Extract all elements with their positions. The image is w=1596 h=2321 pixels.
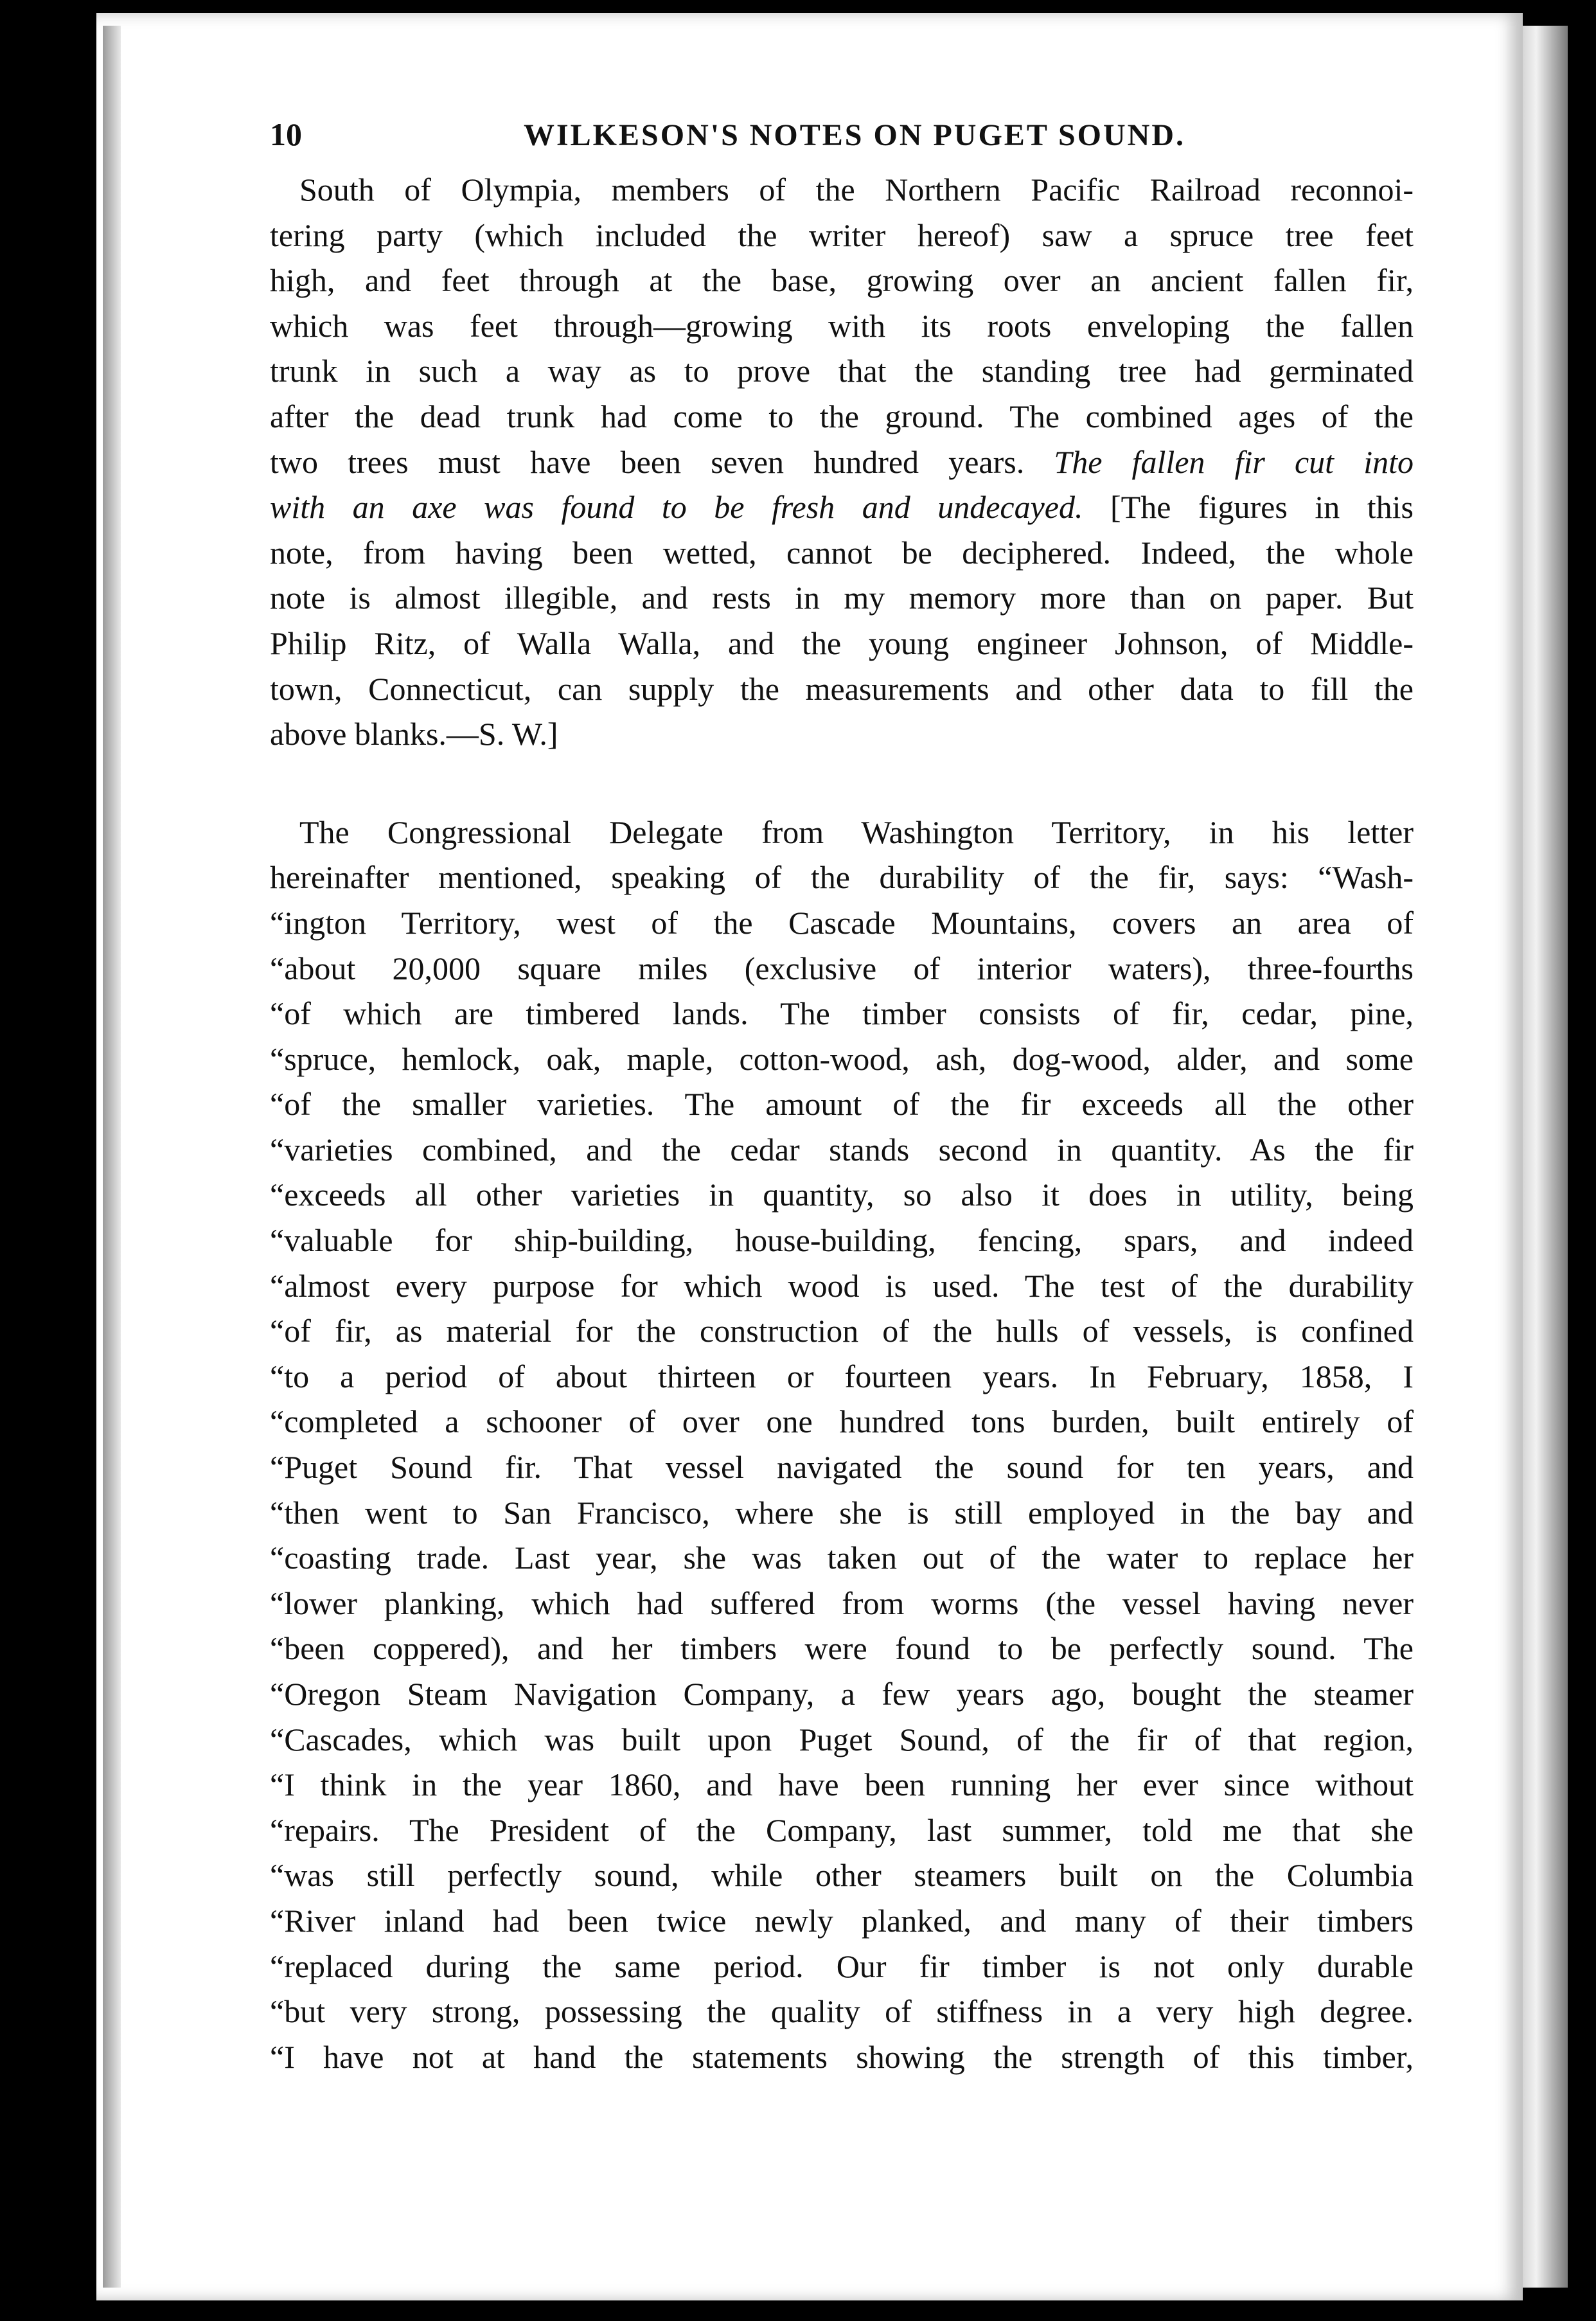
text-line: “repairs. The President of the Company, last summer, told me that she xyxy=(270,1811,1414,1848)
text-line: “exceeds all other varieties in quantity, so also it does in utility, being xyxy=(270,1177,1414,1213)
page-text xyxy=(270,116,1414,2079)
text-line: hereinafter mentioned, speaking of the durability of the fir, says: “Wash- xyxy=(270,859,1414,896)
text-line: town, Connecticut, can supply the measurements and other data to fill the xyxy=(270,670,1414,707)
paragraph-gap xyxy=(270,757,1414,810)
italic-text: with an axe was found to be fresh and undecayed. xyxy=(270,489,1083,526)
text-line: “Cascades, which was built upon Puget Sound, of the fir of that region, xyxy=(270,1721,1414,1757)
text-line: “to a period of about thirteen or fourteen years. In February, 1858, I xyxy=(270,1358,1414,1394)
text-line xyxy=(270,485,1414,530)
text-line: “River inland had been twice newly planked, and many of their timbers xyxy=(270,1902,1414,1939)
paragraph-olympia-spruce xyxy=(270,167,1414,757)
text-line: “I think in the year 1860, and have been running her ever since without xyxy=(270,1766,1414,1803)
italic-text: The fallen fir cut into xyxy=(1054,443,1414,480)
text-line: “Oregon Steam Navigation Company, a few years ago, bought the steamer xyxy=(270,1676,1414,1712)
text-line: note, from having been wetted, cannot be deciphered. Indeed, the whole xyxy=(270,534,1414,571)
text-line: “I have not at hand the statements showing the strength of this timber, xyxy=(270,2038,1414,2075)
text-line: high, and feet through at the base, growing over an ancient fallen fir, xyxy=(270,262,1414,299)
page-edge xyxy=(1523,26,1568,2288)
text-line: “varieties combined, and the cedar stands second in quantity. As the fir xyxy=(270,1131,1414,1168)
text-line: “of fir, as material for the construction of the hulls of vessels, is confined xyxy=(270,1313,1414,1349)
text-line: note is almost illegible, and rests in my memory more than on paper. But xyxy=(270,580,1414,616)
text-line: “but very strong, possessing the quality of stiffness in a very high degree. xyxy=(270,1993,1414,2030)
text-line: “of the smaller varieties. The amount of the fir exceeds all the other xyxy=(270,1086,1414,1123)
text-line: after the dead trunk had come to the ground. The combined ages of the xyxy=(270,398,1414,434)
text-line: tering party (which included the writer hereof) saw a spruce tree feet xyxy=(270,217,1414,253)
text-line: “then went to San Francisco, where she is still employed in the bay and xyxy=(270,1494,1414,1531)
text-line xyxy=(270,440,1414,485)
text-line: “ington Territory, west of the Cascade Mountains, covers an area of xyxy=(270,904,1414,941)
text-line: above blanks.—S. W.] xyxy=(270,716,558,752)
page-header xyxy=(270,116,1414,167)
text-line: “spruce, hemlock, oak, maple, cotton-wood, ash, dog-wood, alder, and some xyxy=(270,1040,1414,1077)
text-line: Philip Ritz, of Walla Walla, and the young engineer Johnson, of Middle- xyxy=(270,625,1414,661)
text-line: trunk in such a way as to prove that the standing tree had germinated xyxy=(270,353,1414,389)
text-run: two trees must have been seven hundred years. xyxy=(270,443,1025,480)
paragraph-congressional-delegate xyxy=(270,810,1414,2080)
text-line: “of which are timbered lands. The timber consists of fir, cedar, pine, xyxy=(270,995,1414,1032)
text-line: “been coppered), and her timbers were found to be perfectly sound. The xyxy=(270,1630,1414,1667)
text-line: “coasting trade. Last year, she was taken out of the water to replace her xyxy=(270,1540,1414,1576)
text-line: South of Olympia, members of the Northern Pacific Railroad reconnoi- xyxy=(299,172,1414,208)
text-line: “lower planking, which had suffered from worms (the vessel having never xyxy=(270,1585,1414,1621)
text-line: The Congressional Delegate from Washington Territory, in his letter xyxy=(299,814,1414,850)
page-number: 10 xyxy=(270,116,302,152)
text-line: which was feet through—growing with its roots enveloping the fallen xyxy=(270,307,1414,344)
text-run: [The figures in this xyxy=(1110,489,1414,526)
text-line: “was still perfectly sound, while other steamers built on the Columbia xyxy=(270,1857,1414,1894)
running-head: WILKESON'S NOTES ON PUGET SOUND. xyxy=(523,118,1185,152)
text-line: “almost every purpose for which wood is used. The test of the durability xyxy=(270,1267,1414,1304)
text-line: “replaced during the same period. Our fir timber is not only durable xyxy=(270,1948,1414,1984)
text-line: “valuable for ship-building, house-building, fencing, spars, and indeed xyxy=(270,1222,1414,1259)
page-gutter xyxy=(103,26,121,2288)
text-line: “about 20,000 square miles (exclusive of interior waters), three-fourths xyxy=(270,950,1414,986)
text-line: “completed a schooner of over one hundred tons burden, built entirely of xyxy=(270,1403,1414,1440)
text-line: “Puget Sound fir. That vessel navigated the sound for ten years, and xyxy=(270,1449,1414,1486)
